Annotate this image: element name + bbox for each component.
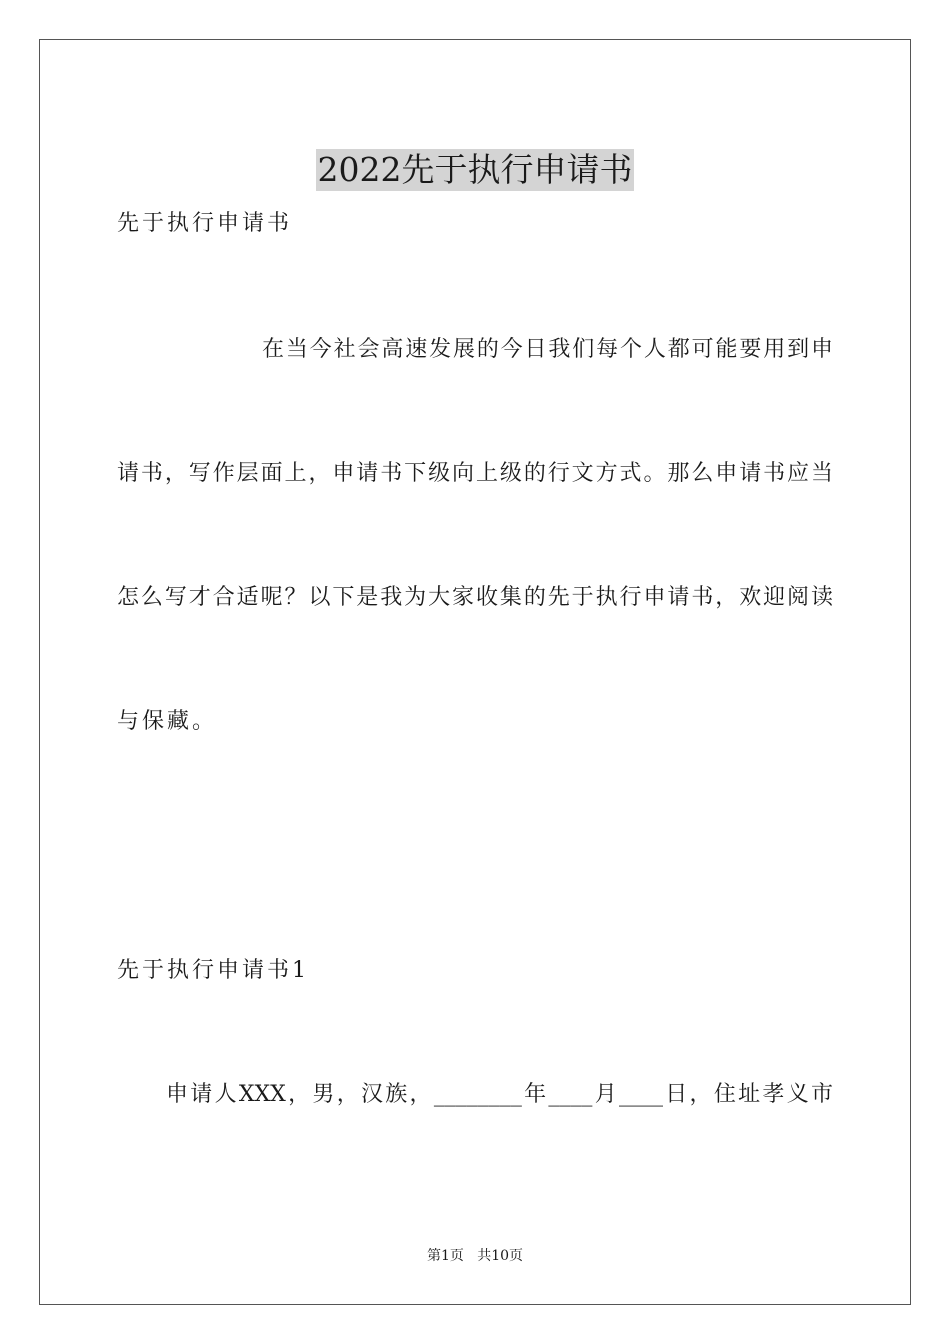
document-title: 2022先于执行申请书 — [317, 150, 633, 190]
applicant-line: 申请人XXX，男，汉族，________年____月____日，住址孝义市 — [166, 1082, 833, 1107]
paragraph-line-3: 怎么写才合适呢？以下是我为大家收集的先于执行申请书，欢迎阅读 — [117, 585, 833, 610]
paragraph-line-1: 在当今社会高速发展的今日我们每个人都可能要用到申 — [262, 337, 833, 362]
title-container — [0, 127, 950, 213]
paragraph-line-2: 请书，写作层面上，申请书下级向上级的行文方式。那么申请书应当 — [117, 461, 833, 486]
paragraph-line-4: 与保藏。 — [117, 709, 218, 734]
subtitle-line: 先于执行申请书 — [117, 211, 293, 236]
section-heading: 先于执行申请书1 — [117, 958, 309, 983]
page-footer: 第1页 共10页 — [426, 1248, 524, 1264]
